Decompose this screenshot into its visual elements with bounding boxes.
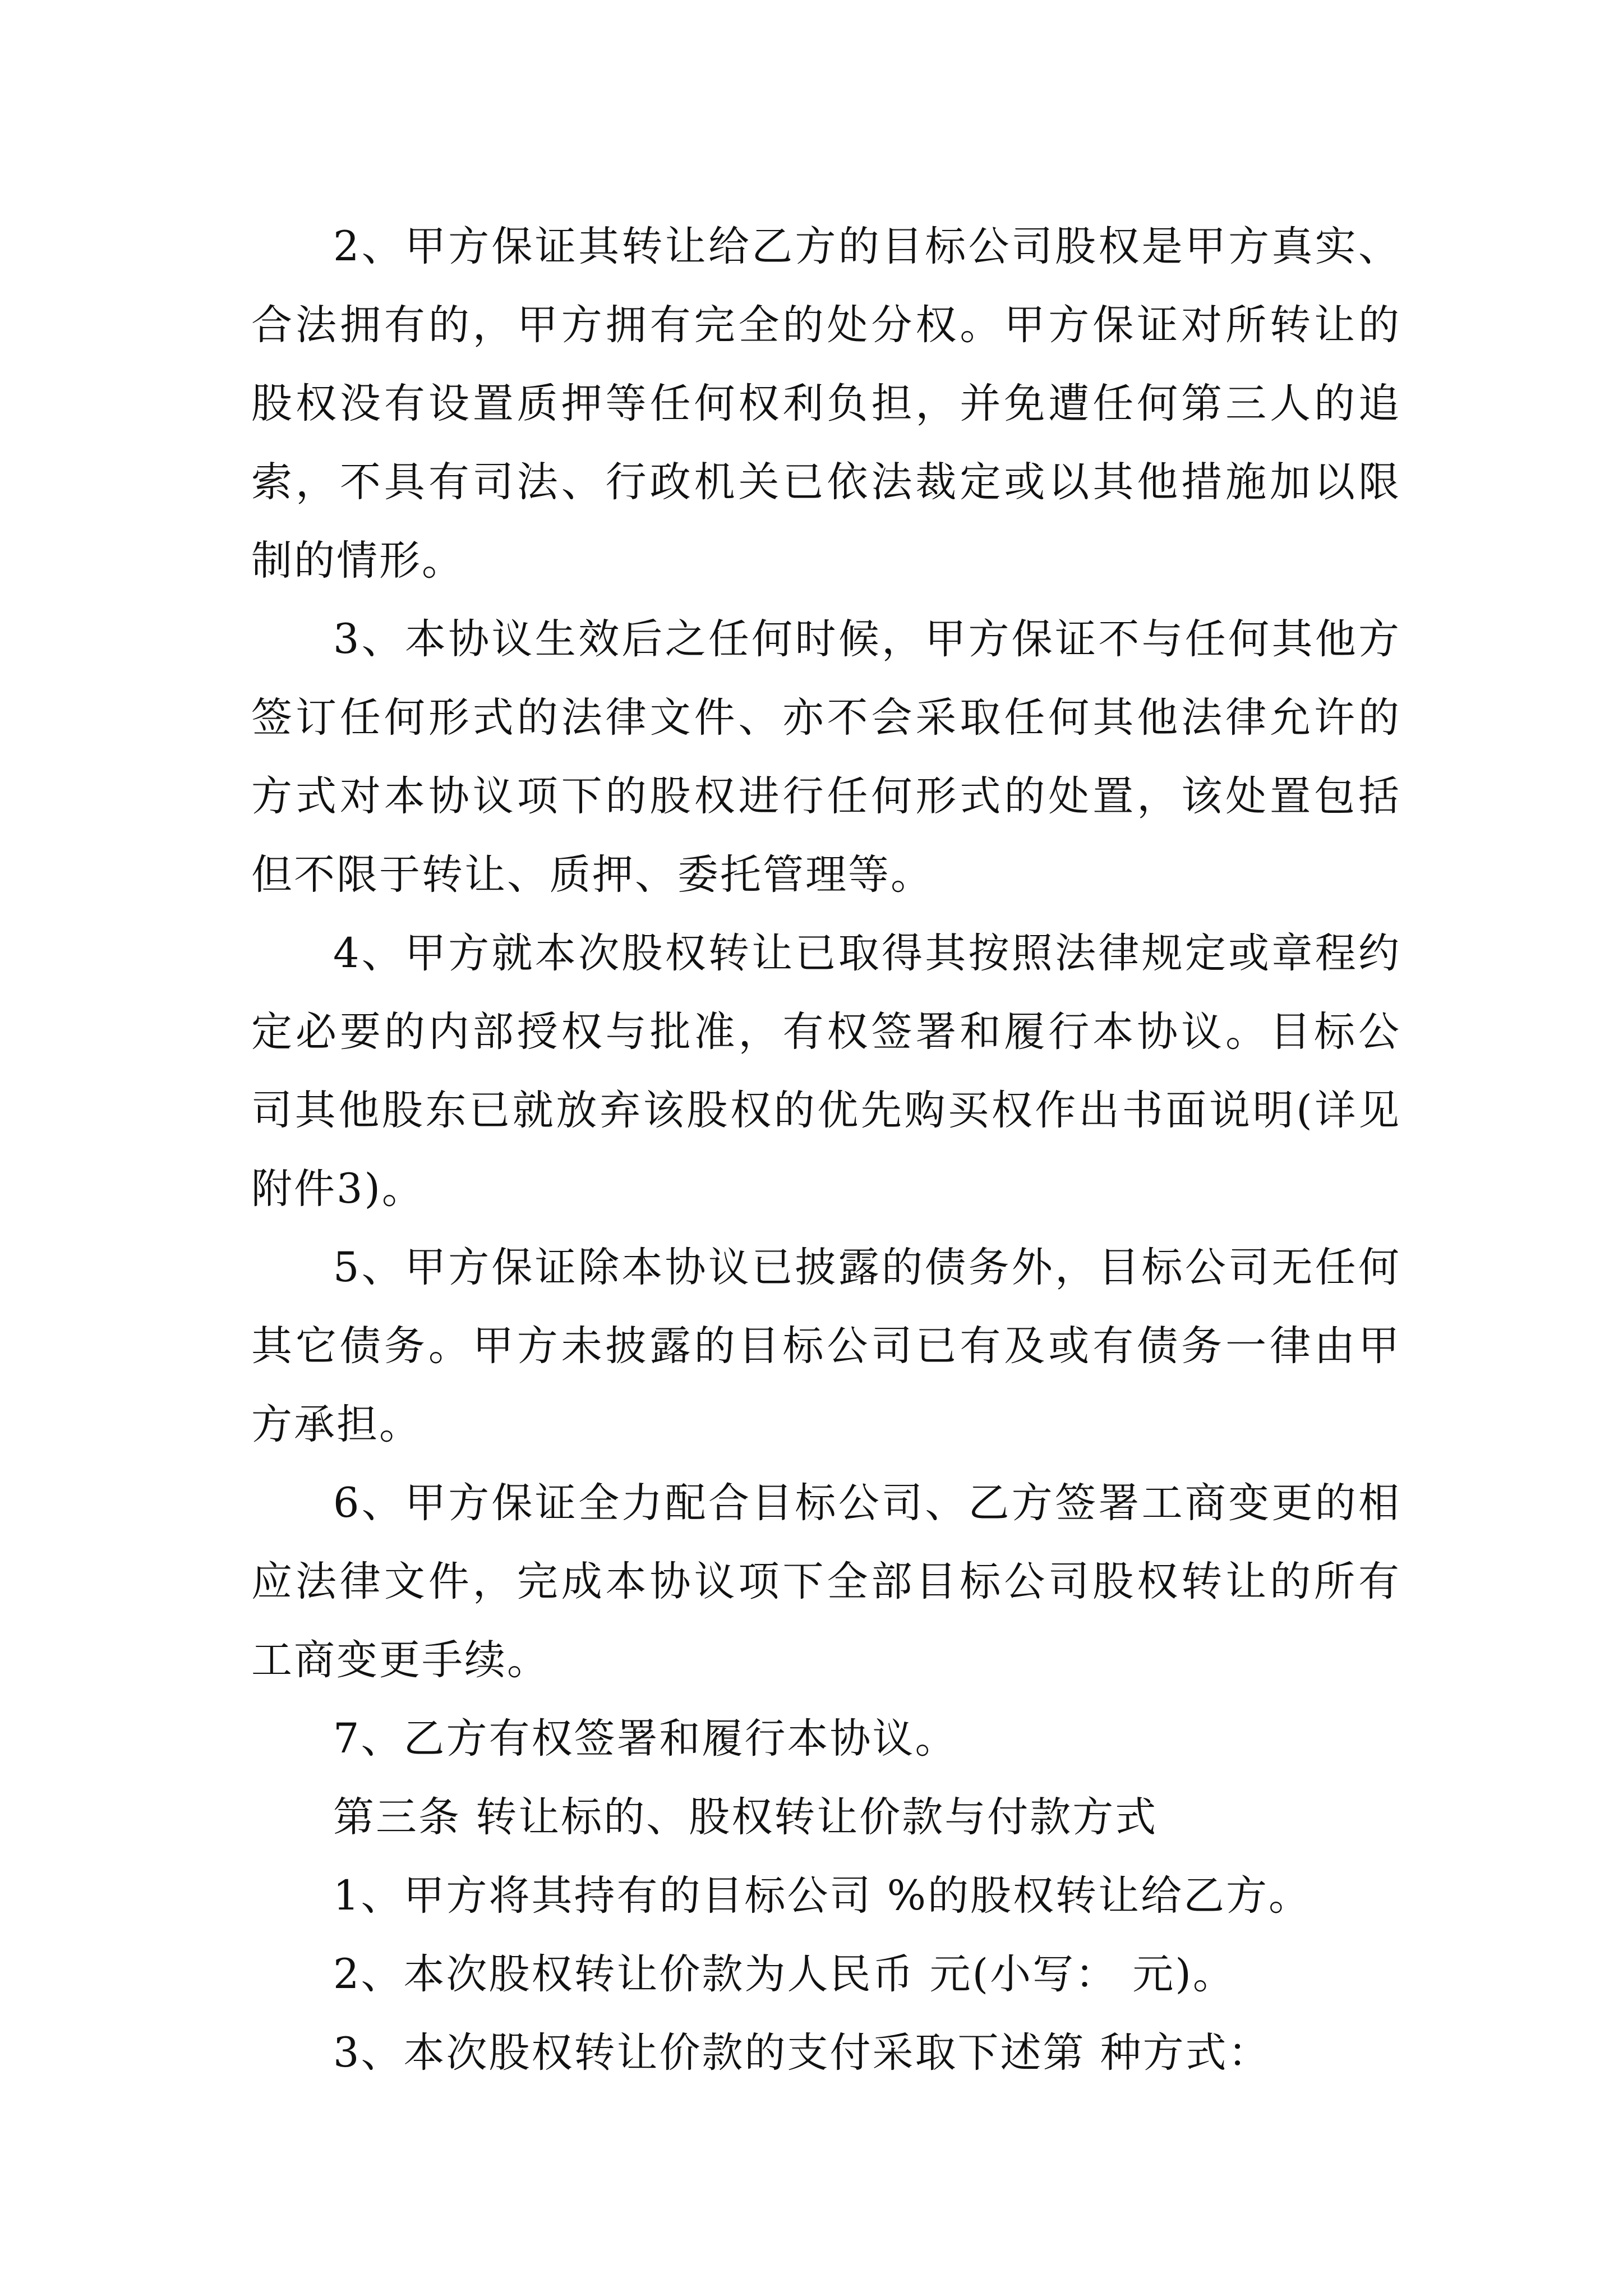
clause-3-paragraph: 3、本协议生效后之任何时候，甲方保证不与任何其他方签订任何形式的法律文件、亦不会采取任何其他法律允许的方式对本协议项下的股权进行任何形式的处置，该处置包括但不限于转让、质押、委托管理等。 xyxy=(251,615,1401,899)
clause-2-paragraph: 2、甲方保证其转让给乙方的目标公司股权是甲方真实、合法拥有的，甲方拥有完全的处分权。甲方保证对所转让的股权没有设置质押等任何权利负担，并免遭任何第三人的追索，不具有司法、行政机关已依法裁定或以其他措施加以限制的情形。 xyxy=(251,223,1401,585)
clause-6-paragraph: 6、甲方保证全力配合目标公司、乙方签署工商变更的相应法律文件，完成本协议项下全部目标公司股权转让的所有工商变更手续。 xyxy=(251,1479,1401,1684)
document-body xyxy=(251,208,1401,2092)
article-3-item-1: 1、甲方将其持有的目标公司 %的股权转让给乙方。 xyxy=(333,1872,1312,1920)
article-3-item-2: 2、本次股权转让价款为人民币 元(小写： 元)。 xyxy=(333,1950,1235,1998)
clause-5-paragraph: 5、甲方保证除本协议已披露的债务外，目标公司无任何其它债务。甲方未披露的目标公司已有及或有债务一律由甲方承担。 xyxy=(251,1244,1401,1448)
clause-7-paragraph: 7、乙方有权签署和履行本协议。 xyxy=(333,1715,958,1763)
clause-4-paragraph: 4、甲方就本次股权转让已取得其按照法律规定或章程约定必要的内部授权与批准，有权签署和履行本协议。目标公司其他股东已就放弃该股权的优先购买权作出书面说明(详见附件3)。 xyxy=(251,930,1401,1213)
article-3-heading: 第三条 转让标的、股权转让价款与付款方式 xyxy=(333,1793,1158,1841)
article-3-item-3: 3、本次股权转让价款的支付采取下述第 种方式： xyxy=(333,2029,1271,2077)
